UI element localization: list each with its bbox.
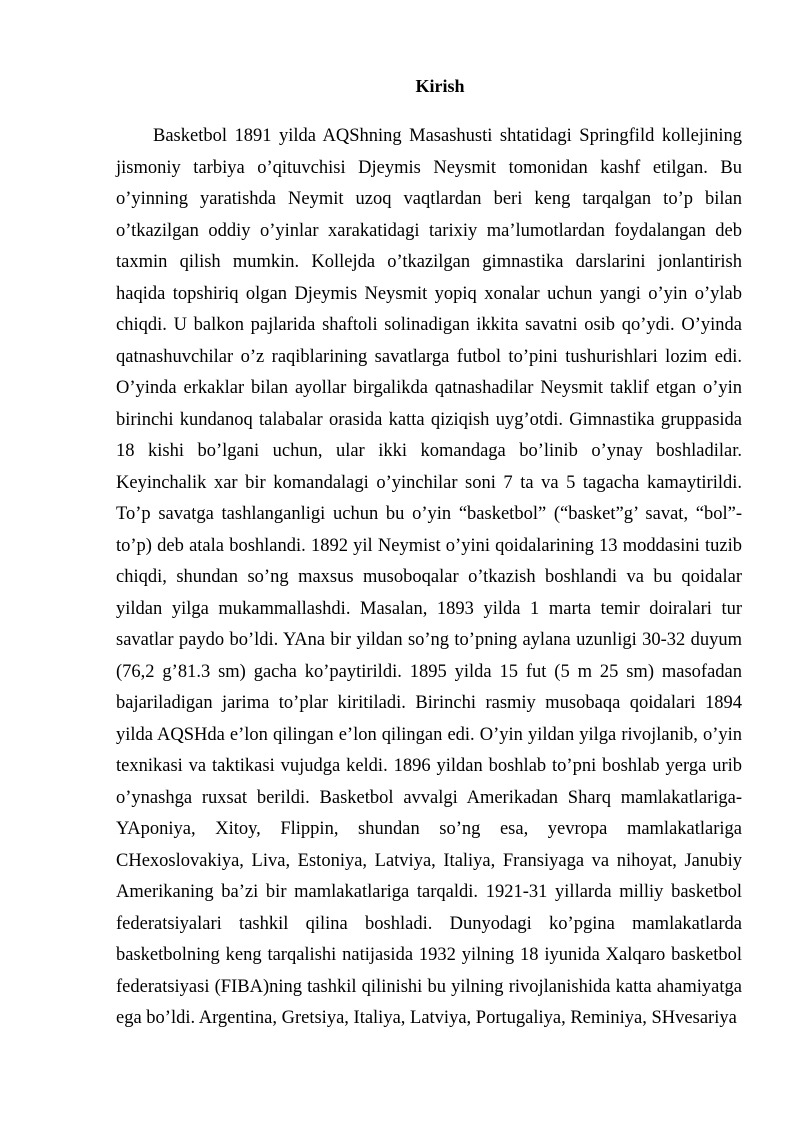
body-paragraph: Basketbol 1891 yilda AQShning Masashusti shtatidagi Springfild kollejining jismoniy tarbiya o’qituvchisi Djeymis Neysmit tomonidan kashf etilgan. Bu o’yinning yaratishda Neymit uzoq vaqtlardan beri keng tarqalgan to’p bilan o’tkazilgan oddiy o’yinlar xarakatidagi tarixiy ma’lumotlardan foydalangan deb taxmin qilish mumkin. Kollejda o’tkazilgan gimnastika darslarini jonlantirish haqida topshiriq olgan Djeymis Neysmit yopiq xonalar uchun yangi o’yin o’ylab chiqdi. U balkon pajlarida shaftoli solinadigan ikkita savatni osib qo’ydi. O’yinda qatnashuvchilar o’z raqiblarining savatlarga futbol to’pini tushurishlari lozim edi. O’yinda erkaklar bilan ayollar birgalikda qatnashadilar Neysmit taklif etgan o’yin birinchi kundanoq talabalar orasida katta qiziqish uyg’otdi. Gimnastika gruppasida 18 kishi bo’lgani uchun, ular ikki komandaga bo’linib o’ynay boshladilar. Keyinchalik xar bir komandalagi o’yinchilar soni 7 ta va 5 tagacha kamaytirildi. To’p savatga tashlanganligi uchun bu o’yin “basketbol” (“basket”g’ savat, “bol”-to’p) deb atala boshlandi. 1892 yil Neymist o’yini qoidalarining 13 moddasini tuzib chiqdi, shundan so’ng maxsus musoboqalar o’tkazish boshlandi va bu qoidalar yildan yilga mukammallashdi. Masalan, 1893 yilda 1 marta temir doiralari tur savatlar paydo bo’ldi. YAna bir yildan so’ng to’pning aylana uzunligi 30-32 duyum (76,2 g’81.3 sm) gacha ko’paytirildi. 1895 yilda 15 fut (5 m 25 sm) masofadan bajariladigan jarima to’plar kiritiladi. Birinchi rasmiy musobaqa qoidalari 1894 yilda AQSHda e’lon qilingan e’lon qilingan edi. O’yin yildan yilga rivojlanib, o’yin texnikasi va taktikasi vujudga keldi. 1896 yildan boshlab to’pni boshlab yerga urib o’ynashga ruxsat berildi. Basketbol avvalgi Amerikadan Sharq mamlakatlariga- YAponiya, Xitoy, Flippin, shundan so’ng esa, yevropa mamlakatlariga CHexoslovakiya, Liva, Estoniya, Latviya, Italiya, Fransiyaga va nihoyat, Janubiy Amerikaning ba’zi bir mamlakatlariga tarqaldi. 1921-31 yillarda milliy basketbol federatsiyalari tashkil qilina boshladi. Dunyodagi ko’pgina mamlakatlarda basketbolning keng tarqalishi natijasida 1932 yilning 18 iyunida Xalqaro basketbol federatsiyasi (FIBA)ning tashkil qilinishi bu yilning rivojlanishida katta ahamiyatga ega bo’ldi. Argentina, Gretsiya, Italiya, Latviya, Portugaliya, Reminiya, SHvesariya: [116, 126, 742, 1028]
page-title: Kirish: [415, 76, 465, 96]
